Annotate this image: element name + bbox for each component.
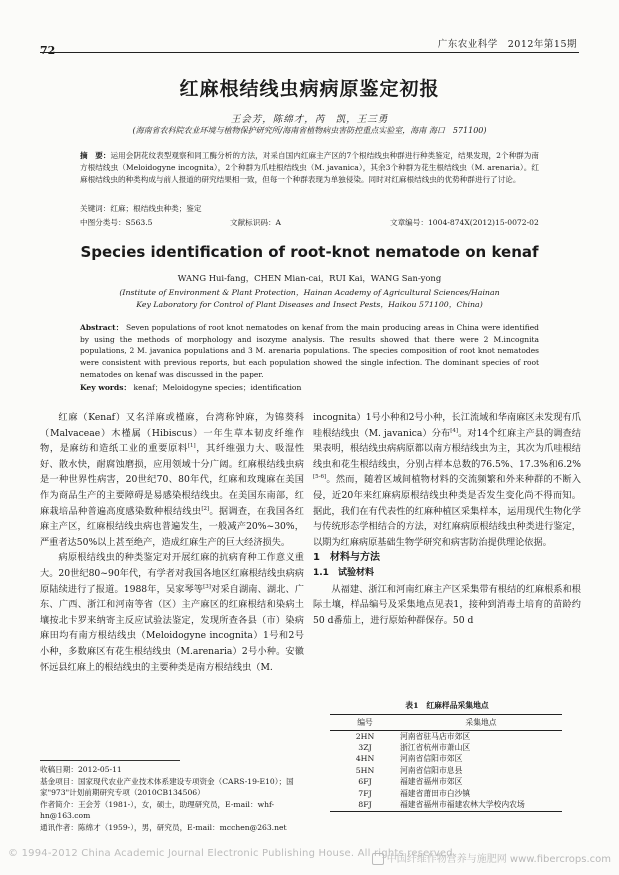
document-code: 文献标识码：A <box>230 218 282 227</box>
affiliation-english <box>0 287 619 310</box>
watermark-logo-icon <box>372 853 384 865</box>
abstract-chinese-label: 摘 要： <box>80 151 111 160</box>
keywords-chinese: 关键词：红麻；根结线虫种类；鉴定 <box>80 204 202 213</box>
abstract-english-label: Abstract： <box>80 323 124 332</box>
footnote-rule <box>40 760 180 761</box>
watermark-text: 中国纤维作物营养与施肥网 www.fibercrops.com <box>386 854 611 865</box>
table-row: 6FJ 福建省福州市郊区 <box>358 777 463 787</box>
abstract-english-text: Seven populations of root knot nematodes on kenaf from the main producing areas in China were identified by using the methods of morphology and isozyme analysis. The results showed that there were 2 M.incognita populations, 2 M. javanica populations and 3 M. arenaria populations. The species composition of root knot nematodes were consistent with previous reports, but each population showed the single infection. The dominant species of root nematodes on kenaf was discussed in the paper. <box>80 323 539 379</box>
keywords-english-label: Key words： <box>80 383 132 392</box>
watermark <box>372 850 611 865</box>
abstract-chinese <box>80 150 539 185</box>
table-header-row <box>330 715 562 731</box>
affiliation-english-line2: Key Laboratory for Control of Plant Diseases and Insect Pests，Haikou 571100，China) <box>136 299 483 309</box>
keywords-english-text: kenaf；Meloidogyne species；identification <box>133 383 302 392</box>
footnote-fund: 基金项目：国家现代农业产业技术体系建设专项资金（CARS-19-E10）；国家"973"计划前期研究专项（2010CB134506） <box>40 776 294 798</box>
page-number: 72 <box>40 44 56 57</box>
title-chinese: 红麻根结线虫病病原鉴定初报 <box>179 78 440 100</box>
affiliation-english-line1: (Institute of Environment & Plant Protection，Hainan Academy of Agricultural Sciences/Hainan <box>119 288 500 297</box>
sample-location-table <box>330 714 562 812</box>
clc-number: 中图分类号：S563.5 <box>80 218 153 227</box>
header-rule <box>40 52 579 53</box>
footnote-received: 收稿日期：2012-05-11 <box>40 765 122 774</box>
table-row: 3ZJ 浙江省杭州市萧山区 <box>358 742 471 752</box>
copyright-line: © 1994-2012 China Academic Journal Electronic Publishing House. All rights reserved. <box>8 848 457 859</box>
footnotes <box>40 764 302 834</box>
paragraph-intro-1: 红麻（Kenaf）又名洋麻或槿麻，台湾称钟麻，为锦葵科（Malvaceae）木槿属（Hibiscus）一年生草本韧皮纤维作物，是麻纺和造纸工业的重要原料[1]，其纤维强力大、吸湿性好、散水快，耐腐蚀磨损，应用领域十分广阔。红麻根结线虫病是一种世界性病害，20世纪70、80年代，红麻和玫瑰麻在美国作为商品生产的主要障碍是易感染根结线虫。在美国东南部，红麻栽培品种普遍高度感染数种根结线虫[2]。据调查，在我国各红麻主产区，红麻根结线虫病也普遍发生，一般减产20%~30%，严重者达50%以上甚至绝产，造成红麻生产的巨大经济损失。 <box>40 412 305 548</box>
footnote-author-bio: 作者简介：王会芳（1981-），女，硕士，助理研究员，E-mail：whf-hn@163.com <box>40 799 275 821</box>
paragraph-intro-2: 病原根结线虫的种类鉴定对开展红麻的抗病育种工作意义重大。20世纪80~90年代，有学者对我国各地区红麻根结线虫病病原陆续进行了报道。1988年，吴家琴等[3]对采自湖南、湖北、广东、广西、浙江和河南等省（区）主产麻区的红麻根结和染病土壤按北卡罗来纳寄主反应试验法鉴定，发现所查各县（市）染病麻田均有南方根结线虫（Meloidogyne incognita）1号和2号小种，多数麻区有花生根结线虫（M.arenaria）2号小种。安徽怀远县红麻上的根结线虫的主要种类是南方根结线虫（M. <box>40 552 304 673</box>
table-row: 2HN 河南省驻马店市郊区 <box>355 731 471 741</box>
body-column-left <box>40 410 304 675</box>
table-row: 7FJ 福建省莆田市白沙镇 <box>358 788 471 798</box>
abstract-chinese-text: 运用会阴花纹表型观察和同工酶分析的方法，对采自国内红麻主产区的7个根结线虫种群进行种类鉴定，结果发现，2个种群为南方根结线虫（Meloidogyne incognita），2个种群为爪哇根结线虫（M. javanica），其余3个种群为花生根结线虫（M. arenaria）。红麻根结线虫的种类构成与前人报道的研究结果相一致，但每一个种群表现为单独侵染。同时对红麻根结线虫的优势种群进行了讨论。 <box>80 151 540 184</box>
table-row: 5HN 河南省信阳市息县 <box>355 765 463 775</box>
table-row: 4HN 河南省信阳市郊区 <box>355 754 463 764</box>
table-row: 8FJ 福建省福州市福建农林大学校内农场 <box>330 799 562 811</box>
article-number: 文章编号：1004-874X(2012)15-0072-02 <box>390 218 539 227</box>
keywords-english <box>80 382 301 393</box>
paragraph-intro-3: incognita）1号小种和2号小种，长江流域和华南麻区未发现有爪哇根结线虫（M. javanica）分布[4]。对14个红麻主产县的调查结果表明，根结线虫病病原都以南方根结线虫为主，其次为爪哇根结线虫和花生根结线虫，分别占样本总数的76.5%、17.3%和6.2%[5-6]。然而，随着区域间植物材料的交流频繁和外来种群的不断入侵，近20年来红麻病原根结线虫种类是否发生变化尚不得而知。据此，我们在有代表性的红麻种植区采集样本，运用现代生物化学与传统形态学相结合的方法，对红麻病原根结线虫种类进行鉴定，以期为红麻病原基础生物学研究和病害防治提供理论依据。 <box>313 412 581 548</box>
journal-header: 广东农业科学 2012年第15期 <box>437 39 577 50</box>
footnote-correspondence: 通讯作者：陈绵才（1959-），男，研究员，E-mail：mcchen@263.net <box>40 822 287 832</box>
affiliation-chinese: (海南省农科院农业环境与植物保护研究所/海南省植物病虫害防控重点实验室，海南 海口 571100) <box>132 126 487 135</box>
classification-row <box>80 217 539 228</box>
subsection-heading-materials: 1.1 试验材料 <box>313 567 374 578</box>
table-header-code: 编号 <box>330 715 400 731</box>
paragraph-materials: 从福建、浙江和河南红麻主产区采集带有根结的红麻根系和根际土壤，样品编号及采集地点见表1，接种到消毒土培育的苗龄约50 d番茄上，进行原始种群保存。50 d <box>313 583 581 626</box>
section-heading-materials-methods: 1 材料与方法 <box>313 552 380 564</box>
abstract-english <box>80 322 539 381</box>
authors-chinese: 王会芳，陈绵才，芮 凯，王三勇 <box>230 114 389 125</box>
body-column-right <box>313 410 581 628</box>
authors-english: WANG Hui-fang，CHEN Mian-cai，RUI Kai，WANG San-yong <box>177 273 442 283</box>
table-caption: 表1 红麻样品采集地点 <box>405 701 489 710</box>
table-header-location: 采集地点 <box>400 715 562 731</box>
title-english: Species identification of root-knot nematode on kenaf <box>80 243 539 261</box>
